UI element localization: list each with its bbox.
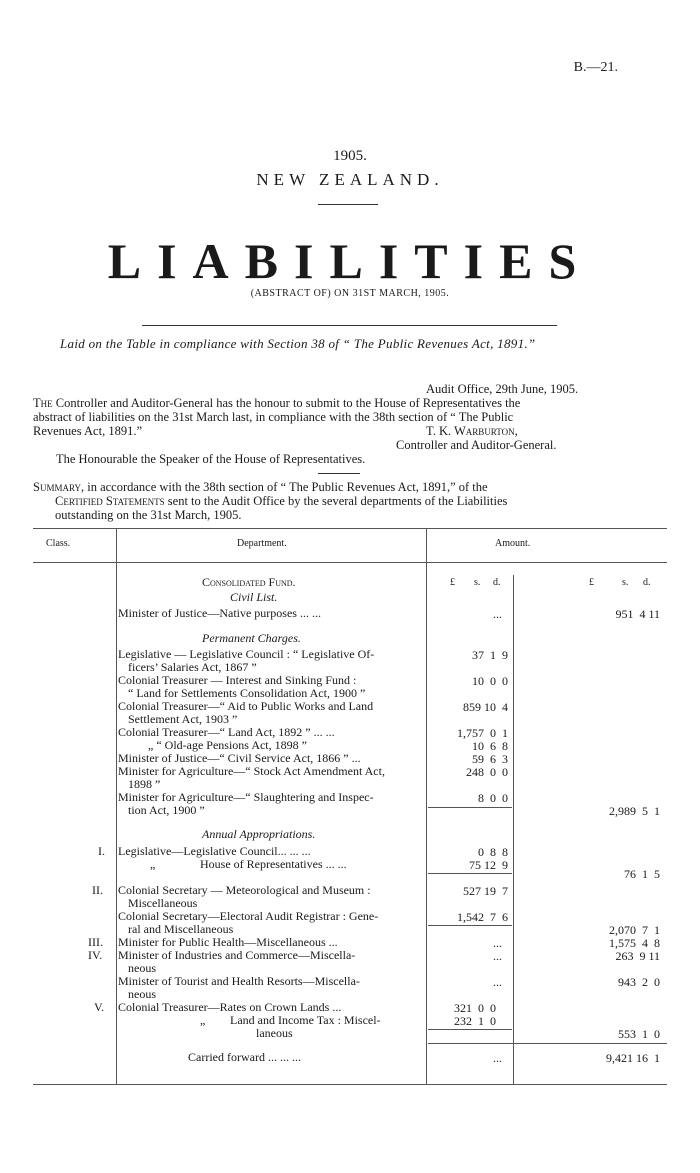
divider <box>318 204 378 205</box>
header-amount: Amount. <box>495 538 531 549</box>
table-row: laneous <box>256 1026 293 1040</box>
ditto-mark: „ <box>150 857 156 871</box>
amount-cell: 59 6 3 <box>472 752 508 766</box>
amount-cell: 76 1 5 <box>624 867 660 881</box>
table-row: Minister of Justice—“ Civil Service Act, 1866 ” ... <box>118 751 361 765</box>
carried-rule <box>428 1043 667 1044</box>
subtotal-rule <box>428 807 512 808</box>
amount-cell: 1,757 0 1 <box>457 726 508 740</box>
amount-cell: ... <box>493 949 502 963</box>
table-row: Minister for Public Health—Miscellaneous ... <box>118 935 338 949</box>
divider <box>142 325 557 326</box>
table-row: neous <box>128 987 156 1001</box>
table-row: Minister of Industries and Commerce—Miscella- <box>118 948 356 962</box>
unit-shillings: s. <box>474 577 481 588</box>
amount-cell: 2,070 7 1 <box>609 923 660 937</box>
summary-line-1-text: in accordance with the 38th section of “ The Public Revenues Act, 1891,” of the <box>84 480 488 494</box>
section-consolidated-fund: Consolidated Fund. <box>202 575 296 589</box>
page-reference: B.—21. <box>573 60 618 75</box>
table-row: Legislative — Legislative Council : “ Legislative Of- <box>118 647 375 661</box>
signature-name: T. K. Warburton, <box>426 424 518 438</box>
laid-on-table-note: Laid on the Table in compliance with Section 38 of “ The Public Revenues Act, 1891.” <box>60 336 536 351</box>
unit-pounds: £ <box>450 577 455 588</box>
amount-cell: 0 8 8 <box>478 845 508 859</box>
amount-cell: 75 12 9 <box>469 858 508 872</box>
summary-line-1 <box>33 480 488 495</box>
table-row: Minister of Justice—Native purposes ... ... <box>118 606 321 620</box>
header-department: Department. <box>237 538 287 549</box>
table-row: neous <box>128 961 156 975</box>
amount-cell: ... <box>493 936 502 950</box>
unit-pounds: £ <box>589 577 594 588</box>
table-row: Minister for Agriculture—“ Slaughtering and Inspec- <box>118 790 374 804</box>
subtotal-rule <box>428 925 512 926</box>
table-row: „ “ Old-age Pensions Act, 1898 ” <box>148 738 307 752</box>
summary-line-2 <box>55 494 507 509</box>
amount-cell: 321 0 0 <box>454 1001 496 1015</box>
amount-cell: ... <box>493 975 502 989</box>
table-header-rule <box>33 562 667 563</box>
amount-cell: 1,575 4 8 <box>609 936 660 950</box>
letter-line-3: Revenues Act, 1891.” <box>33 424 143 438</box>
subtotal-rule <box>428 1029 512 1030</box>
table-row: “ Land for Settlements Consolidation Act, 1900 ” <box>128 686 366 700</box>
country-heading: NEW ZEALAND. <box>256 170 444 189</box>
table-row: Colonial Treasurer—Rates on Crown Lands ... <box>118 1000 342 1014</box>
ditto-mark: „ <box>200 1013 206 1027</box>
amount-cell: 37 1 9 <box>472 648 508 662</box>
signature-title: Controller and Auditor-General. <box>396 438 557 452</box>
amount-cell: 10 0 0 <box>472 674 508 688</box>
class-number: I. <box>98 844 105 858</box>
table-col-divider <box>513 575 514 1084</box>
amount-cell: 943 2 0 <box>618 975 660 989</box>
amount-cell: 10 6 8 <box>472 739 508 753</box>
section-annual-appropriations: Annual Appropriations. <box>202 827 316 841</box>
document-subtitle: (ABSTRACT OF) ON 31ST MARCH, 1905. <box>250 288 450 299</box>
table-row: Colonial Treasurer—“ Aid to Public Works and Land <box>118 699 374 713</box>
table-col-divider <box>116 528 117 1084</box>
class-number: V. <box>94 1000 105 1014</box>
unit-shillings: s. <box>622 577 629 588</box>
table-row: Land and Income Tax : Miscel- <box>230 1013 381 1027</box>
summary-lead: Summary, <box>33 480 85 494</box>
table-top-rule <box>33 528 667 529</box>
table-bottom-rule <box>33 1084 667 1085</box>
table-row: Miscellaneous <box>128 896 198 910</box>
amount-cell: 263 9 11 <box>615 949 660 963</box>
table-row: Colonial Secretary — Meteorological and Museum : <box>118 883 371 897</box>
letter-line-2: abstract of liabilities on the 31st March last, in compliance with the 38th section of “ The Public <box>33 410 514 424</box>
amount-cell: 527 19 7 <box>463 884 508 898</box>
amount-cell: 1,542 7 6 <box>457 910 508 924</box>
amount-cell: 951 4 11 <box>615 607 660 621</box>
unit-pence: d. <box>643 577 651 588</box>
amount-cell: 8 0 0 <box>478 791 508 805</box>
amount-cell: ... <box>493 607 502 621</box>
table-col-divider <box>426 528 427 1084</box>
amount-cell: 859 10 4 <box>463 700 508 714</box>
addressee: The Honourable the Speaker of the House of Representatives. <box>56 452 366 466</box>
letter-line-1-text: Controller and Auditor-General has the honour to submit to the House of Representatives the <box>52 396 521 410</box>
table-row: Legislative—Legislative Council... ... ... <box>118 844 311 858</box>
carried-forward: Carried forward ... ... ... <box>188 1050 301 1064</box>
document-year: 1905. <box>333 148 367 164</box>
letter-line-1 <box>33 396 520 411</box>
summary-line-3: outstanding on the 31st March, 1905. <box>55 508 242 522</box>
letter-lead: The <box>33 396 53 410</box>
amount-cell: 232 1 0 <box>454 1014 496 1028</box>
amount-cell: 9,421 16 1 <box>606 1051 660 1065</box>
amount-cell: ... <box>493 1051 502 1065</box>
table-row: House of Representatives ... ... <box>200 857 347 871</box>
amount-cell: 553 1 0 <box>618 1027 660 1041</box>
table-row: Colonial Treasurer — Interest and Sinking Fund : <box>118 673 357 687</box>
divider <box>318 473 360 474</box>
unit-pence: d. <box>493 577 501 588</box>
table-row: Minister for Agriculture—“ Stock Act Amendment Act, <box>118 764 385 778</box>
section-civil-list: Civil List. <box>230 590 278 604</box>
table-row: 1898 ” <box>128 777 161 791</box>
amount-cell: 2,989 5 1 <box>609 804 660 818</box>
table-row: ral and Miscellaneous <box>128 922 234 936</box>
table-row: Minister of Tourist and Health Resorts—Miscella- <box>118 974 360 988</box>
table-row: tion Act, 1900 ” <box>128 803 205 817</box>
class-number: II. <box>92 883 103 897</box>
class-number: III. <box>88 935 103 949</box>
summary-certified: Certified Statements <box>55 494 165 508</box>
table-row: ficers’ Salaries Act, 1867 ” <box>128 660 257 674</box>
table-row: Settlement Act, 1903 ” <box>128 712 238 726</box>
section-permanent-charges: Permanent Charges. <box>202 631 301 645</box>
amount-cell: 248 0 0 <box>466 765 508 779</box>
subtotal-rule <box>428 873 512 874</box>
document-title: LIABILITIES <box>107 233 593 289</box>
header-class: Class. <box>46 538 71 549</box>
table-row: Colonial Secretary—Electoral Audit Registrar : Gene- <box>118 909 379 923</box>
letter-place-date: Audit Office, 29th June, 1905. <box>426 382 579 396</box>
table-row: Colonial Treasurer—“ Land Act, 1892 ” ... ... <box>118 725 335 739</box>
class-number: IV. <box>88 948 103 962</box>
summary-line-2-text: sent to the Audit Office by the several departments of the Liabilities <box>164 494 508 508</box>
